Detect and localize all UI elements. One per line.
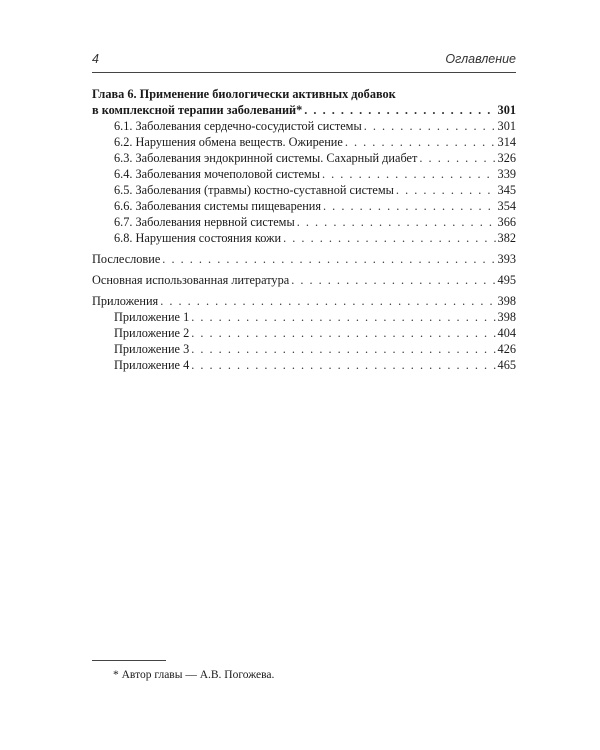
leader-dots: [191, 341, 495, 357]
toc-section-label: 6.3. Заболевания эндокринной системы. Сахарный диабет: [114, 151, 418, 165]
toc-section-6-6[interactable]: [92, 198, 516, 214]
toc-appendix-1[interactable]: [92, 309, 516, 325]
table-of-contents: [92, 86, 516, 373]
toc-page-number: 404: [497, 326, 516, 340]
toc-page-number: 301: [497, 103, 516, 117]
leader-dots: [322, 166, 496, 182]
leader-dots: [283, 230, 495, 246]
leader-dots: [160, 293, 495, 309]
toc-page-number: 393: [497, 252, 516, 266]
running-header: [92, 52, 516, 72]
toc-page-number: 426: [497, 342, 516, 356]
toc-section-6-4[interactable]: [92, 166, 516, 182]
toc-section-6-1[interactable]: [92, 118, 516, 134]
leader-dots: [304, 102, 495, 118]
footnote: * Автор главы — А.В. Погожева.: [113, 669, 275, 681]
toc-page-number: 382: [497, 231, 516, 245]
leader-dots: [396, 182, 496, 198]
toc-section-label: 6.4. Заболевания мочеполовой системы: [114, 167, 320, 181]
toc-appendices[interactable]: [92, 293, 516, 309]
toc-chapter-6[interactable]: [92, 102, 516, 118]
header-rule: [92, 72, 516, 73]
toc-literature[interactable]: [92, 272, 516, 288]
leader-dots: [162, 251, 495, 267]
toc-page-number: 465: [497, 358, 516, 372]
toc-afterword[interactable]: [92, 251, 516, 267]
toc-page-number: 354: [497, 199, 516, 213]
running-header-title: Оглавление: [445, 52, 516, 66]
toc-section-label: 6.6. Заболевания системы пищеварения: [114, 199, 322, 213]
toc-page-number: 314: [497, 135, 516, 149]
toc-appendix-4[interactable]: [92, 357, 516, 373]
toc-appendix-label: Приложение 1: [114, 310, 190, 324]
toc-page-number: 345: [497, 183, 516, 197]
leader-dots: [297, 214, 496, 230]
page-number: 4: [92, 52, 99, 66]
toc-entry-label: Основная использованная литература: [92, 273, 290, 287]
toc-section-6-2[interactable]: [92, 134, 516, 150]
toc-section-label: 6.7. Заболевания нервной системы: [114, 215, 295, 229]
toc-section-6-7[interactable]: [92, 214, 516, 230]
toc-section-label: 6.2. Нарушения обмена веществ. Ожирение: [114, 135, 343, 149]
toc-entry-label: Приложения: [92, 294, 159, 308]
toc-section-6-5[interactable]: [92, 182, 516, 198]
toc-page-number: 301: [497, 119, 516, 133]
toc-page-number: 339: [497, 167, 516, 181]
toc-chapter-title-line1: Глава 6. Применение биологически активных добавок: [92, 87, 396, 101]
leader-dots: [419, 150, 495, 166]
toc-section-label: 6.5. Заболевания (травмы) костно-суставной системы: [114, 183, 394, 197]
leader-dots: [323, 198, 496, 214]
toc-page-number: 366: [497, 215, 516, 229]
toc-page-number: 326: [497, 151, 516, 165]
toc-section-6-8[interactable]: [92, 230, 516, 246]
leader-dots: [364, 118, 496, 134]
toc-section-label: 6.1. Заболевания сердечно-сосудистой системы: [114, 119, 362, 133]
toc-page-number: 398: [497, 310, 516, 324]
toc-appendix-label: Приложение 2: [114, 326, 190, 340]
toc-section-6-3[interactable]: [92, 150, 516, 166]
leader-dots: [191, 309, 495, 325]
toc-section-label: 6.8. Нарушения состояния кожи: [114, 231, 282, 245]
toc-appendix-3[interactable]: [92, 341, 516, 357]
toc-chapter-title-line2: в комплексной терапии заболеваний*: [92, 103, 303, 117]
leader-dots: [291, 272, 495, 288]
leader-dots: [191, 357, 495, 373]
toc-page-number: 398: [497, 294, 516, 308]
footnote-rule: [92, 660, 166, 661]
leader-dots: [191, 325, 495, 341]
toc-appendix-label: Приложение 3: [114, 342, 190, 356]
toc-entry-label: Послесловие: [92, 252, 161, 266]
toc-appendix-label: Приложение 4: [114, 358, 190, 372]
toc-page-number: 495: [497, 273, 516, 287]
leader-dots: [345, 134, 496, 150]
toc-appendix-2[interactable]: [92, 325, 516, 341]
